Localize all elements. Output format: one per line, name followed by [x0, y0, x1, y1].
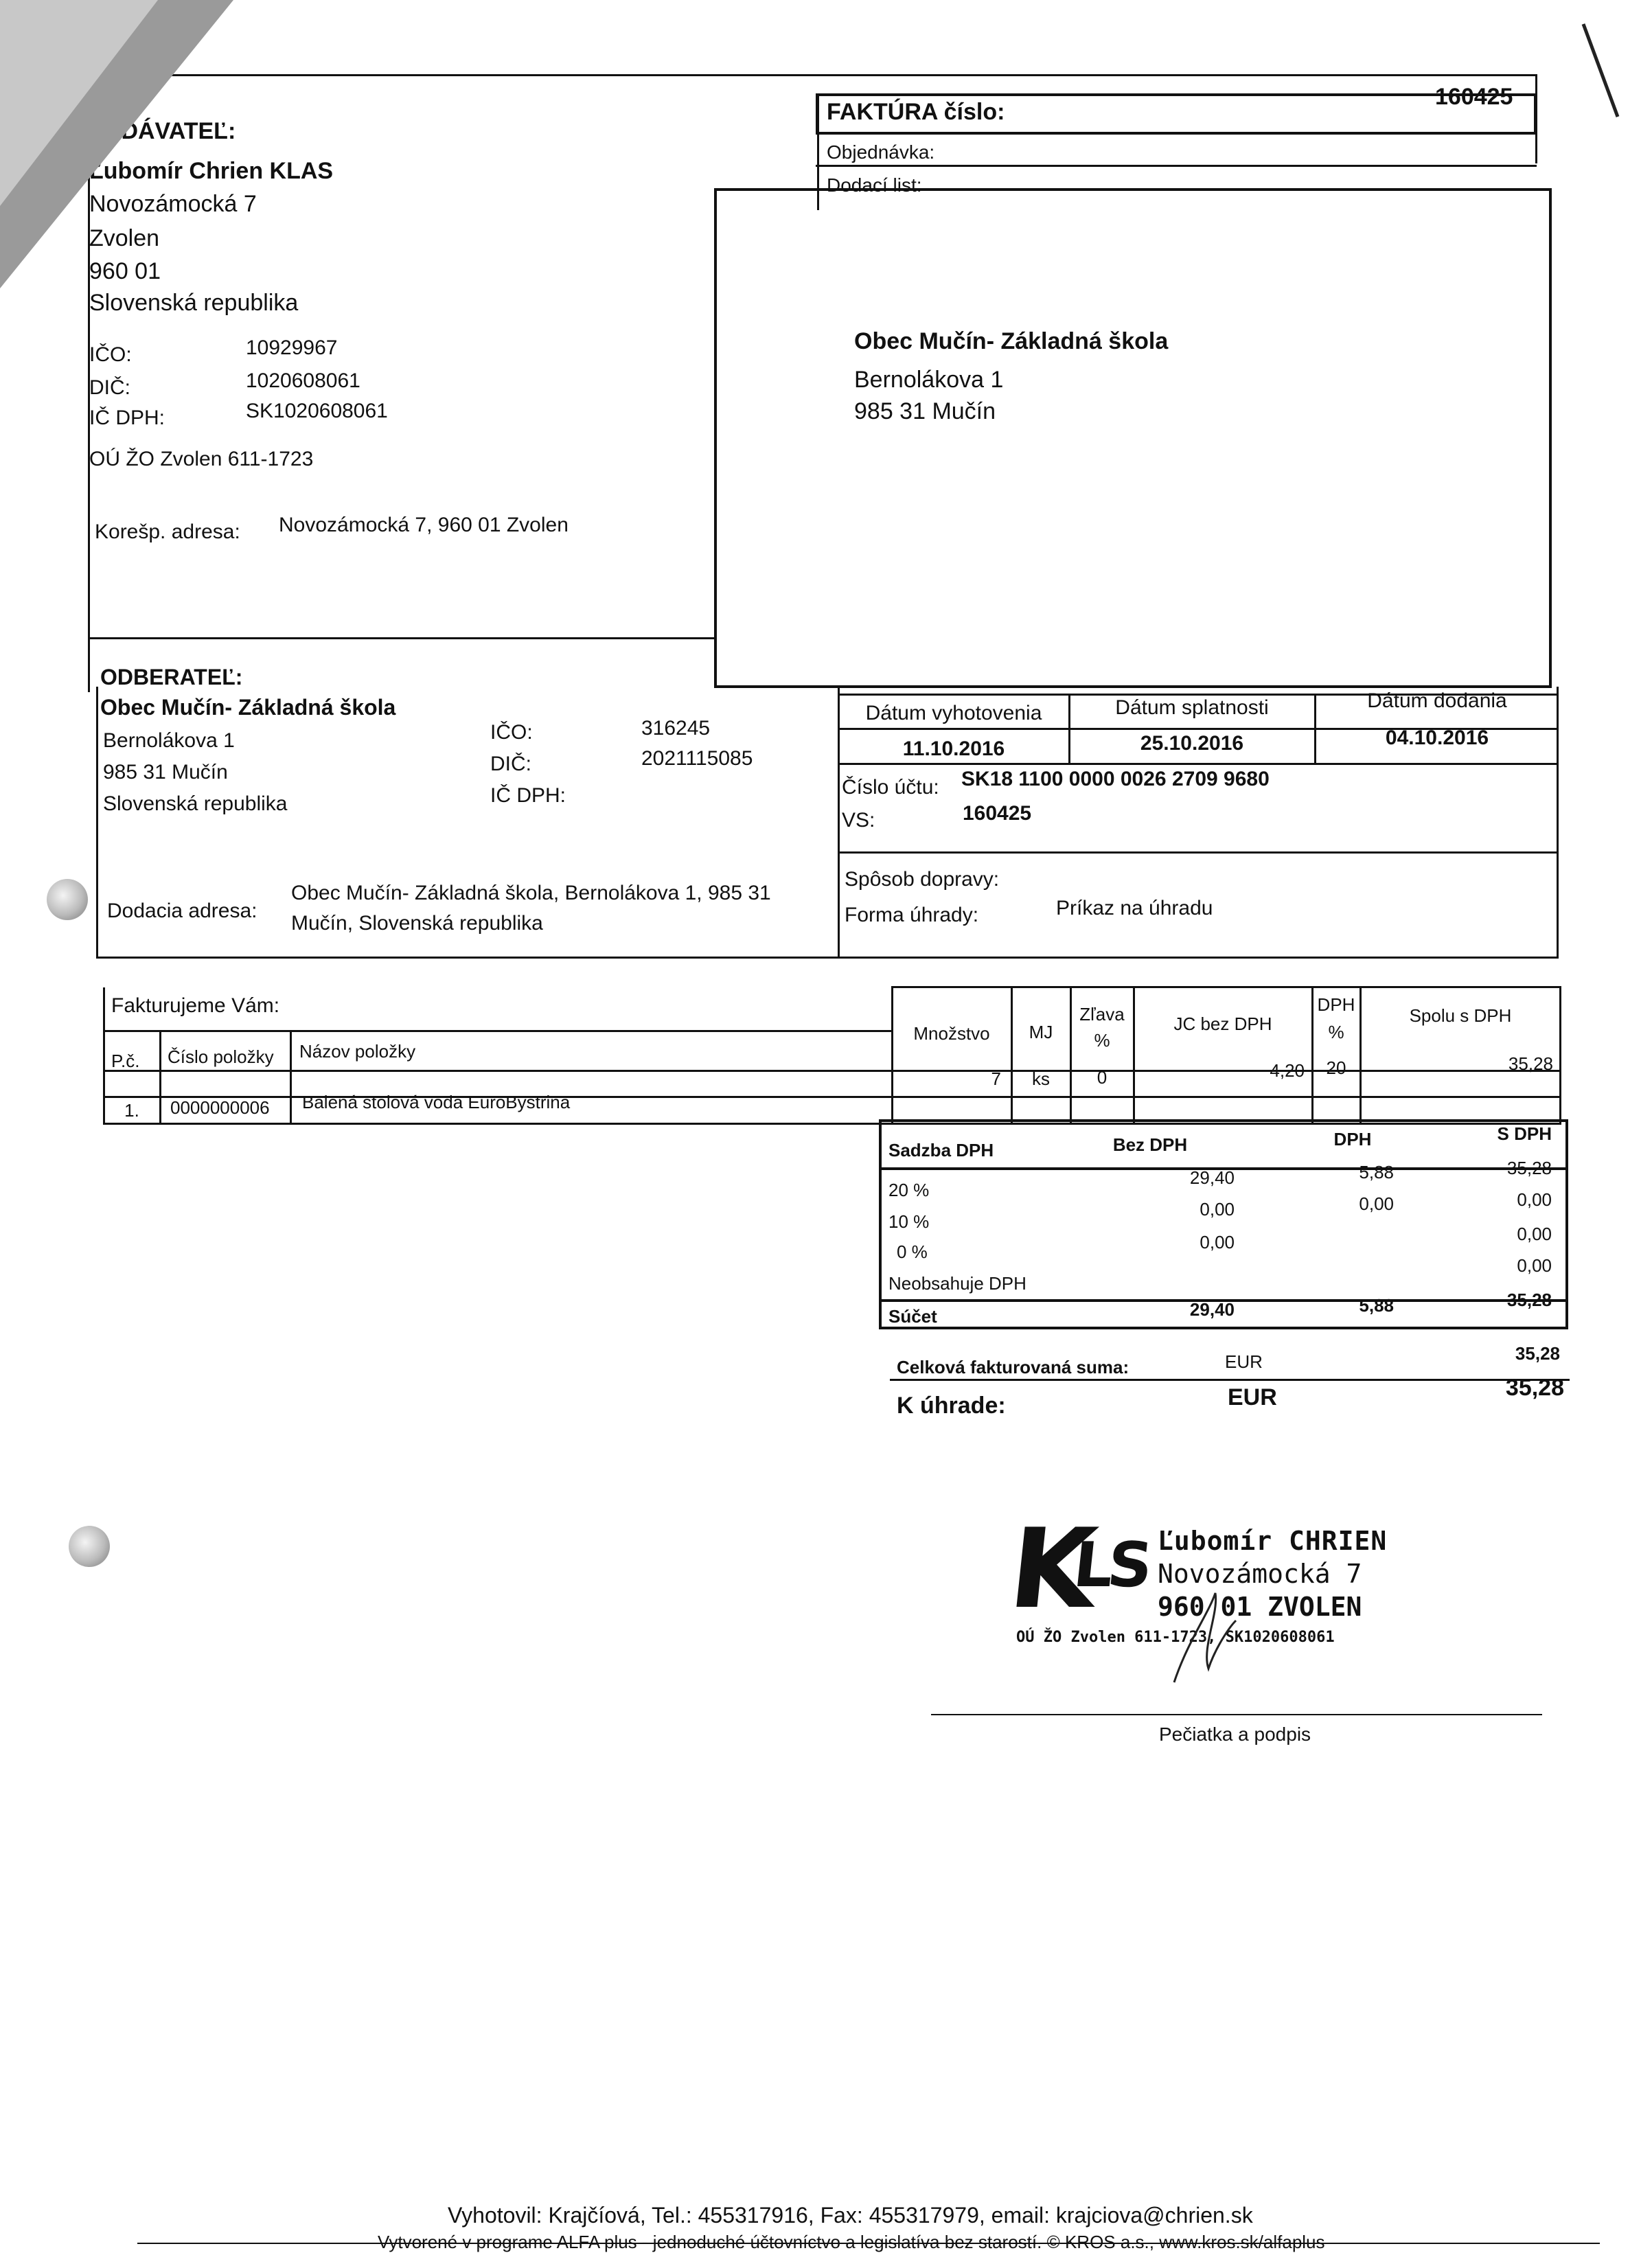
row-pc: 1. — [124, 1100, 139, 1121]
recipient-street: Bernolákova 1 — [854, 367, 1004, 393]
invoiced-amount: 35,28 — [1515, 1343, 1560, 1364]
col-header-name: Názov položky — [299, 1041, 416, 1062]
supplier-country: Slovenská republika — [89, 290, 299, 316]
delivery-date: 04.10.2016 — [1385, 726, 1489, 749]
col-header-qty: Množstvo — [913, 1023, 990, 1044]
vat-row-total: 0,00 — [1517, 1224, 1552, 1244]
row-total: 35,28 — [1508, 1053, 1553, 1074]
customer-delivery-line1: Obec Mučín- Základná škola, Bernolákova 1, 985 31 — [291, 882, 771, 904]
order-divider — [816, 165, 1537, 167]
payment-method-label: Forma úhrady: — [845, 904, 979, 926]
customer-name: Obec Mučín- Základná škola — [100, 695, 396, 720]
col-header-vat-pct: % — [1328, 1022, 1344, 1042]
vat-row-rate: 10 % — [888, 1211, 930, 1232]
vat-sum-label: Súčet — [888, 1306, 937, 1327]
supplier-zip: 960 01 — [89, 258, 161, 284]
supplier-icdph: SK1020608061 — [246, 400, 388, 422]
supplier-koresp: Novozámocká 7, 960 01 Zvolen — [279, 514, 569, 536]
col-header-code: Číslo položky — [168, 1046, 274, 1067]
supplier-ico: 10929967 — [246, 336, 338, 359]
col-header-discount: Zľava — [1079, 1004, 1125, 1025]
signature-icon — [1167, 1586, 1250, 1689]
vat-row-base: 0,00 — [1200, 1232, 1235, 1252]
recipient-name: Obec Mučín- Základná škola — [854, 328, 1169, 354]
due-amount: 35,28 — [1505, 1375, 1564, 1401]
vat-header-base: Bez DPH — [1112, 1134, 1188, 1155]
vat-header-total: S DPH — [1497, 1123, 1552, 1144]
items-table-header-top — [103, 1030, 893, 1032]
items-table-top — [891, 986, 1561, 988]
stamp-line3: 960 01 ZVOLEN — [1158, 1592, 1362, 1622]
vat-sum-total: 35,28 — [1506, 1290, 1552, 1310]
invoiced-currency: EUR — [1225, 1351, 1263, 1372]
vat-header-rate: Sadzba DPH — [888, 1140, 994, 1160]
customer-ico: 316245 — [641, 717, 711, 740]
vat-header-vat: DPH — [1333, 1129, 1372, 1149]
due-date: 25.10.2016 — [1140, 732, 1244, 755]
issued-date: 11.10.2016 — [902, 737, 1005, 760]
vat-sum-base: 29,40 — [1189, 1299, 1235, 1320]
vat-row-vat: 0,00 — [1359, 1193, 1394, 1214]
due-currency: EUR — [1228, 1384, 1277, 1410]
col-header-total: Spolu s DPH — [1409, 1005, 1512, 1026]
customer-ico-label: IČO: — [490, 721, 533, 744]
vat-row-base: 29,40 — [1189, 1167, 1235, 1188]
customer-icdph-label: IČ DPH: — [490, 784, 566, 807]
col-header-unit: MJ — [1029, 1022, 1053, 1042]
supplier-heading: ODÁVATEĽ: — [103, 118, 236, 144]
col-code-divider — [290, 1030, 292, 1125]
issued-date-label: Dátum vyhotovenia — [865, 702, 1042, 724]
vat-sum-vat: 5,88 — [1359, 1295, 1394, 1316]
row-unit: ks — [1032, 1068, 1050, 1089]
payment-method: Príkaz na úhradu — [1056, 897, 1213, 919]
signature-label: Pečiatka a podpis — [1159, 1724, 1311, 1745]
customer-city: 985 31 Mučín — [103, 761, 228, 783]
vs-value: 160425 — [963, 802, 1032, 825]
vat-row-rate: Neobsahuje DPH — [888, 1273, 1026, 1294]
customer-delivery-line2: Mučín, Slovenská republika — [291, 912, 543, 935]
vat-row-total: 35,28 — [1506, 1158, 1552, 1178]
col-pc-divider — [159, 1030, 161, 1125]
folded-corner-inner — [0, 0, 158, 206]
vat-row-vat: 5,88 — [1359, 1162, 1394, 1182]
signature-line — [931, 1714, 1542, 1715]
customer-dic-label: DIČ: — [490, 753, 531, 775]
col-discount-divider — [1133, 986, 1135, 1123]
supplier-dic-label: DIČ: — [89, 376, 130, 399]
col-qty-divider — [1011, 986, 1013, 1123]
supplier-ico-label: IČO: — [89, 343, 132, 366]
corner-mark-icon — [1576, 21, 1625, 124]
vat-row-total: 0,00 — [1517, 1255, 1552, 1276]
payment-divider — [838, 851, 1559, 854]
col-header-price: JC bez DPH — [1173, 1014, 1272, 1034]
row-discount: 0 — [1097, 1067, 1108, 1088]
footer-issued-by: Vyhotovil: Krajčíová, Tel.: 455317916, Fax: 455317979, email: krajciova@chrien.sk — [448, 2203, 1253, 2228]
supplier-city: Zvolen — [89, 225, 160, 251]
delivery-date-label: Dátum dodania — [1367, 689, 1507, 712]
invoice-number: 160425 — [1435, 84, 1513, 110]
row-qty: 7 — [991, 1068, 1001, 1089]
recipient-city: 985 31 Mučín — [854, 398, 996, 424]
row-vat: 20 — [1326, 1057, 1346, 1078]
customer-delivery-label: Dodacia adresa: — [107, 900, 257, 922]
footer-software: Vytvorené v programe ALFA plus - jednoduché účtovníctvo a legislatíva bez starostí. © KROS a.s., www.kros.sk/alfaplus — [378, 2232, 1325, 2252]
row-name: Balená stolová voda EuroBystrina — [302, 1092, 571, 1112]
col-header-pc: P.č. — [111, 1051, 140, 1071]
due-date-label: Dátum splatnosti — [1115, 696, 1269, 719]
delivery-note-label: Dodací list: — [827, 174, 922, 196]
vat-row-base: 0,00 — [1200, 1199, 1235, 1220]
svg-text:K: K — [1003, 1504, 1093, 1633]
col-header-discount-pct: % — [1094, 1030, 1110, 1051]
stamp-line1: Ľubomír CHRIEN — [1158, 1526, 1388, 1556]
order-label: Objednávka: — [827, 141, 935, 163]
customer-country: Slovenská republika — [103, 792, 288, 815]
supplier-icdph-label: IČ DPH: — [89, 407, 165, 429]
col-name-divider — [891, 986, 893, 1123]
customer-street: Bernolákova 1 — [103, 729, 235, 752]
due-amount-label: K úhrade: — [897, 1393, 1006, 1419]
supplier-street: Novozámocká 7 — [89, 191, 257, 217]
supplier-register: OÚ ŽO Zvolen 611-1723 — [89, 448, 314, 470]
customer-dic: 2021115085 — [641, 747, 753, 770]
vat-row-total: 0,00 — [1517, 1189, 1552, 1210]
items-caption: Fakturujeme Vám: — [111, 994, 280, 1017]
punch-hole-top — [47, 879, 88, 920]
stamp-line4: OÚ ŽO Zvolen 611-1723, SK1020608061 — [1016, 1629, 1335, 1646]
stamp-line2: Novozámocká 7 — [1158, 1559, 1362, 1589]
account-number: SK18 1100 0000 0026 2709 9680 — [961, 768, 1270, 790]
account-label: Číslo účtu: — [842, 776, 939, 799]
invoiced-label: Celková fakturovaná suma: — [897, 1357, 1129, 1377]
vat-row-rate: 0 % — [897, 1241, 928, 1262]
svg-text:LS: LS — [1070, 1529, 1151, 1601]
vs-label: VS: — [842, 809, 875, 832]
supplier-dic: 1020608061 — [246, 369, 360, 392]
row-code: 0000000006 — [170, 1097, 270, 1118]
transport-label: Spôsob dopravy: — [845, 868, 1000, 891]
klas-logo-icon — [1003, 1504, 1151, 1634]
customer-top-divider — [88, 637, 715, 639]
customer-heading: ODBERATEĽ: — [100, 665, 243, 689]
supplier-koresp-label: Korešp. adresa: — [95, 520, 240, 543]
recipient-window — [714, 188, 1552, 688]
punch-hole-bottom — [69, 1526, 110, 1567]
invoice-title: FAKTÚRA číslo: — [827, 99, 1005, 125]
col-header-vat: DPH — [1317, 994, 1355, 1015]
supplier-name: Ľubomír Chrien KLAS — [89, 158, 334, 184]
row-price: 4,20 — [1270, 1060, 1305, 1081]
vat-row-rate: 20 % — [888, 1180, 930, 1200]
